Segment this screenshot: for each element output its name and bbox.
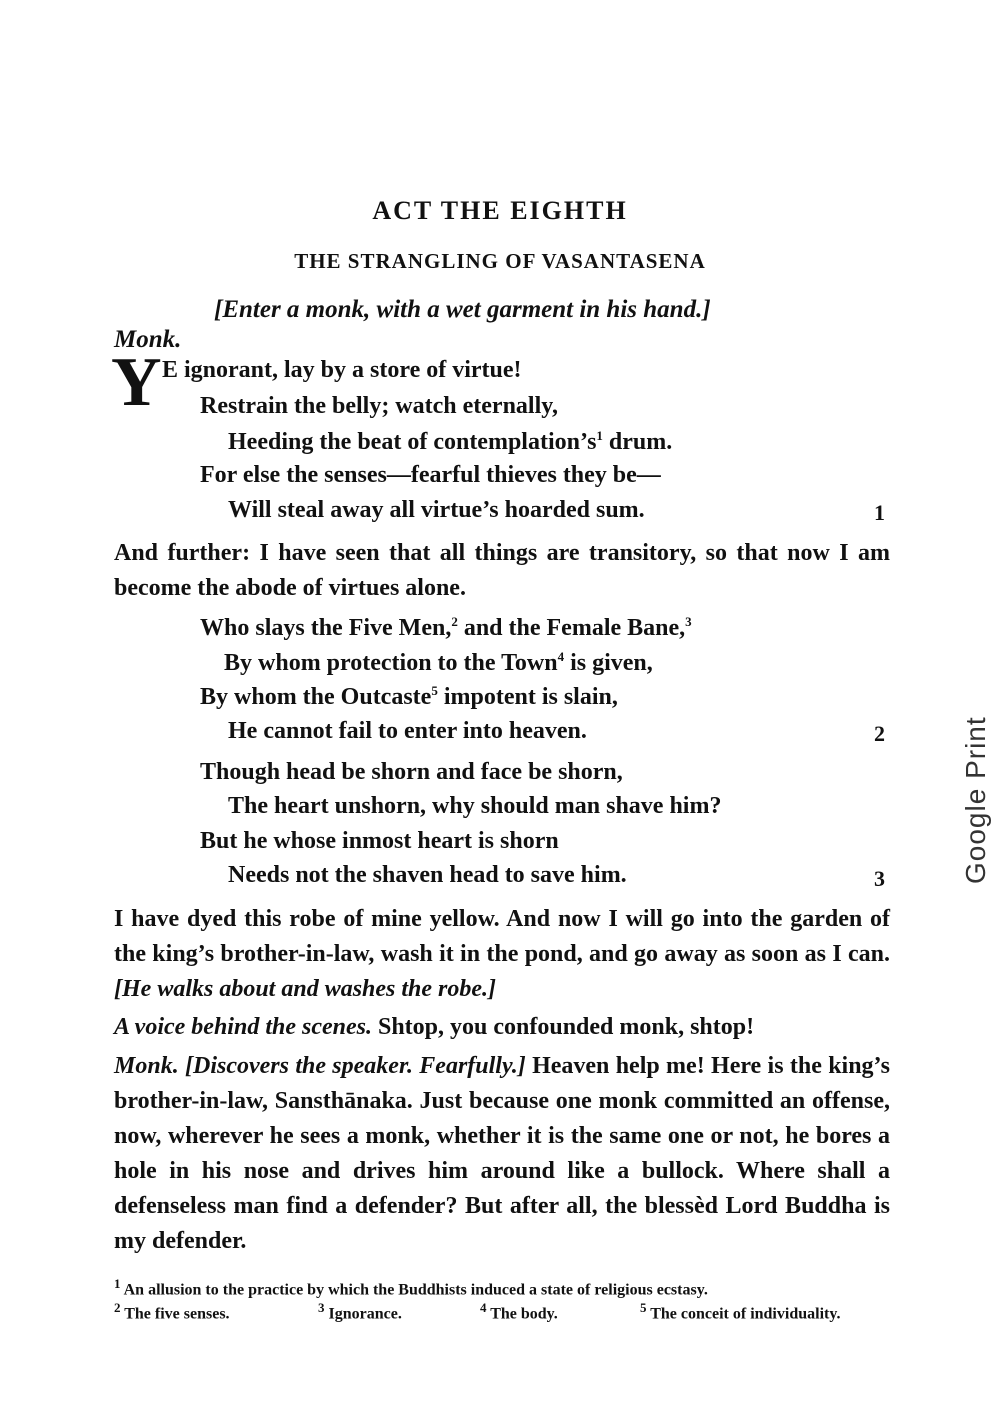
verse-line: Needs not the shaven head to save him. [228, 862, 627, 888]
speaker-label: Monk. [114, 1053, 179, 1079]
verse-line: For else the senses—fearful thieves they be— [200, 462, 661, 488]
verse-line: But he whose inmost heart is shorn [200, 828, 559, 854]
scene-title: THE STRANGLING OF VASANTASENA [294, 249, 706, 273]
prose-paragraph: And further: I have seen that all things are transitory, so that now I am become the abode of virtues alone. [114, 540, 890, 601]
footnote: $^3$ Ignorance. [318, 1300, 402, 1323]
verse-line: Though head be shorn and face be shorn, [200, 759, 623, 785]
footnote: $^1$ An allusion to the practice by which the Buddhists induced a state of religious ecstasy. [114, 1276, 708, 1299]
stage-direction-inline: [He walks about and washes the robe.] [114, 976, 497, 1002]
act-title: ACT THE EIGHTH [372, 196, 628, 225]
verse-line: Heeding the beat of $contemplation’s^1$ drum. [228, 428, 673, 455]
verse-line: Who slays the Five Men,$^2$ and the Female Bane,$^3$ [200, 614, 692, 641]
footnote: $^2$ The five senses. [114, 1300, 230, 1323]
verse-number: 3 [874, 866, 885, 891]
verse-line: By whom protection to the Town$^4$ is given, [224, 649, 653, 676]
verse-number: 2 [874, 721, 885, 746]
verse-line: By whom the Outcaste$^5$ impotent is slain, [200, 683, 618, 710]
verse-line: The heart unshorn, why should man shave him? [228, 793, 722, 819]
verse-line: Will steal away all virtue’s hoarded sum. [228, 497, 645, 523]
drop-cap: Y [111, 344, 162, 421]
footnote-ref: 1 [596, 428, 603, 443]
footnote-ref: 2 [451, 614, 458, 629]
verse-line: E ignorant, lay by a store of virtue! [162, 357, 522, 383]
footnote-ref: 5 [431, 683, 438, 698]
stage-direction: [Enter a monk, with a wet garment in his hand.] [214, 296, 711, 323]
footnote: $^5$ The conceit of individuality. [640, 1300, 841, 1323]
speaker-label: A voice behind the scenes. [114, 1014, 372, 1040]
footnote-ref: 4 [557, 649, 565, 664]
google-print-watermark: Google Print [960, 716, 991, 884]
prose-paragraph: I have dyed this robe of mine yellow. And now I will go into the garden of the king’s brother-in-law, wash it in the pond, and go away as soon as I can. [He walks about and washes the robe.] [114, 906, 890, 1002]
verse-number: 1 [874, 500, 885, 525]
prose-paragraph: Monk. [Discovers the speaker. Fearfully.] Heaven help me! Here is the king’s brother-in-law, Sansthānaka. Just because one monk committed an offense, now, wherever he sees a monk, whether it is the same one or not, he bores a hole in his nose and drives him around like a bullock. Where shall a defenseless man find a defender? But after all, the blessèd Lord Buddha is my defender. [114, 1053, 890, 1254]
speaker-label: Monk. [114, 326, 182, 353]
verse-line: Restrain the belly; watch eternally, [200, 393, 558, 419]
prose-paragraph: A voice behind the scenes. Shtop, you confounded monk, shtop! [114, 1014, 755, 1040]
stage-direction-inline: [Discovers the speaker. Fearfully.] [178, 1053, 526, 1079]
footnote-ref: 3 [685, 614, 692, 629]
footnote: $^4$ The body. [480, 1300, 558, 1323]
verse-line: He cannot fail to enter into heaven. [228, 718, 587, 744]
